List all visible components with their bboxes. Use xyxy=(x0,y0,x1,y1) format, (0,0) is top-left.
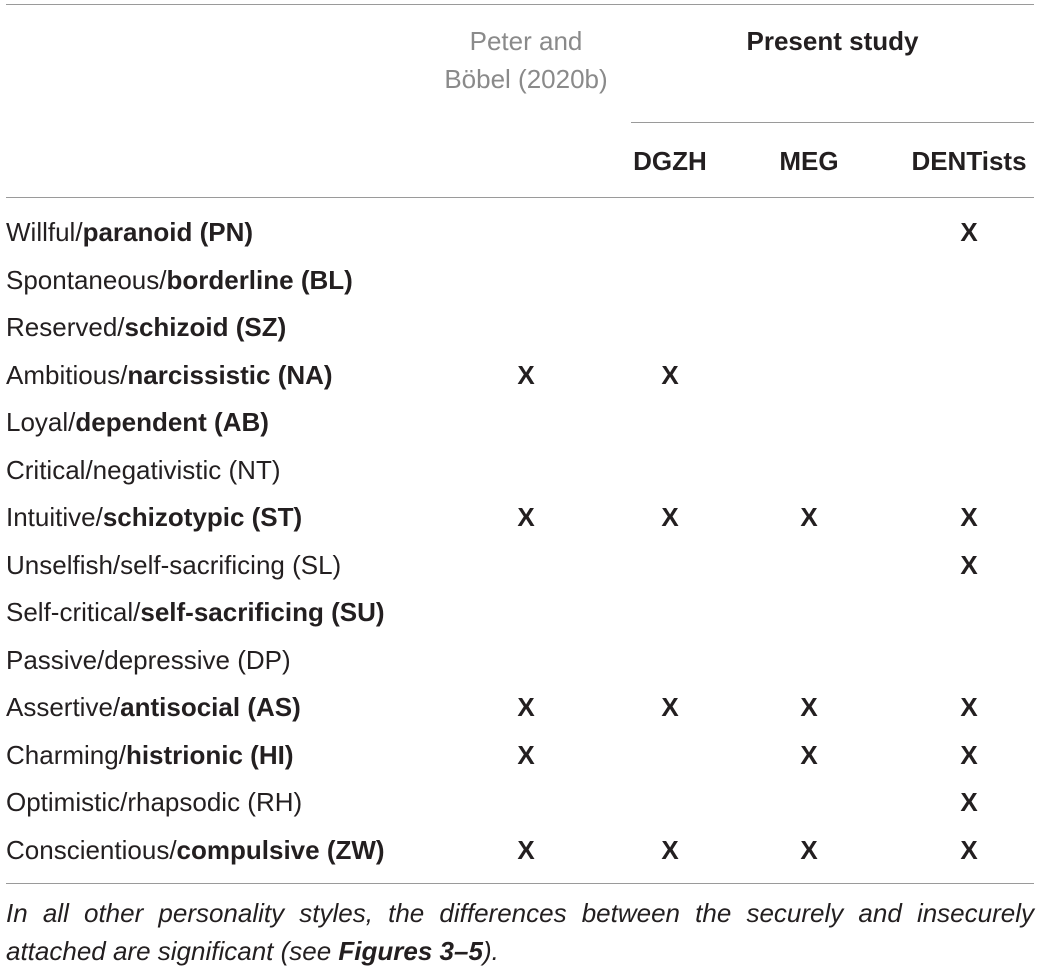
mark-dgzh xyxy=(640,447,700,493)
mark-dgzh xyxy=(640,304,700,350)
column-header-meg: MEG xyxy=(779,146,839,176)
mark-dentists: X xyxy=(960,834,978,865)
personality-style-label xyxy=(6,827,385,873)
style-name-plain: Critical/negativistic (NT) xyxy=(6,454,281,485)
table-row xyxy=(0,779,1041,825)
mark-meg: X xyxy=(800,502,818,532)
style-name-bold: self-sacrificing (SU) xyxy=(140,597,385,627)
table-row xyxy=(0,589,1041,635)
mark-dgzh: X xyxy=(661,834,679,865)
mark-dentists: X xyxy=(960,692,978,722)
mark-dentists: X xyxy=(960,502,978,532)
mark-reference xyxy=(496,209,556,255)
style-name-bold: antisocial (AS) xyxy=(120,692,301,722)
mark-dgzh: X xyxy=(661,359,679,390)
mark-meg xyxy=(779,304,839,350)
mark-reference xyxy=(496,542,556,588)
mark-dgzh xyxy=(640,209,700,255)
mark-reference: X xyxy=(517,739,535,770)
table-row xyxy=(0,827,1041,873)
style-name-plain: Optimistic/rhapsodic (RH) xyxy=(6,787,303,817)
table-row xyxy=(0,494,1041,540)
mark-dentists xyxy=(939,304,999,350)
style-name-bold: schizotypic (ST) xyxy=(102,502,303,532)
mark-dentists xyxy=(939,399,999,445)
personality-style-label xyxy=(6,494,302,540)
table-row xyxy=(0,637,1041,683)
style-name-plain: Unselfish/self-sacrificing (SL) xyxy=(6,549,342,580)
mark-reference xyxy=(496,304,556,350)
style-name-plain: Willful/ xyxy=(6,217,83,247)
reference-column-header xyxy=(426,22,626,98)
personality-style-label xyxy=(6,257,353,303)
mark-dgzh xyxy=(640,589,700,635)
reference-header-line2: Böbel (2020b) xyxy=(444,64,608,94)
mark-reference xyxy=(496,637,556,683)
mark-reference: X xyxy=(517,359,535,390)
header-bottom-rule xyxy=(6,197,1034,198)
table-row xyxy=(0,447,1041,493)
style-name-plain: Ambitious/ xyxy=(6,359,128,390)
table-top-rule xyxy=(6,4,1034,5)
mark-meg xyxy=(779,399,839,445)
mark-dentists: X xyxy=(960,217,978,247)
style-name-bold: histrionic (HI) xyxy=(125,739,294,770)
style-name-bold: paranoid (PN) xyxy=(82,217,254,247)
personality-style-label xyxy=(6,779,302,825)
personality-style-label xyxy=(6,637,291,683)
personality-style-label xyxy=(6,542,341,588)
mark-reference: X xyxy=(517,834,535,865)
mark-dgzh xyxy=(640,732,700,778)
style-name-plain: Self-critical/ xyxy=(6,597,141,627)
mark-reference xyxy=(496,257,556,303)
table-row xyxy=(0,732,1041,778)
column-header-dentists: DENTists xyxy=(911,146,1027,176)
mark-reference: X xyxy=(517,692,535,722)
mark-dentists xyxy=(939,257,999,303)
reference-header-line1: Peter and xyxy=(469,26,583,56)
mark-dgzh xyxy=(640,257,700,303)
mark-dgzh xyxy=(640,779,700,825)
mark-reference xyxy=(496,447,556,493)
mark-meg xyxy=(779,447,839,493)
mark-meg xyxy=(779,257,839,303)
mark-reference: X xyxy=(517,502,535,532)
mark-dgzh: X xyxy=(661,692,679,722)
mark-dentists xyxy=(939,589,999,635)
table-row xyxy=(0,399,1041,445)
footnote-text-end: ). xyxy=(482,936,499,966)
mark-dentists xyxy=(939,447,999,493)
style-name-bold: schizoid (SZ) xyxy=(124,312,287,342)
present-study-rule xyxy=(631,122,1034,123)
style-name-plain: Passive/depressive (DP) xyxy=(6,644,291,675)
style-name-plain: Loyal/ xyxy=(6,407,76,437)
style-name-plain: Intuitive/ xyxy=(6,502,103,532)
style-name-bold: borderline (BL) xyxy=(166,264,353,295)
personality-style-label xyxy=(6,304,286,350)
mark-dgzh xyxy=(640,637,700,683)
table-bottom-rule xyxy=(6,883,1034,884)
table-row xyxy=(0,542,1041,588)
mark-reference xyxy=(496,589,556,635)
style-name-bold: narcissistic (NA) xyxy=(127,359,333,390)
mark-meg: X xyxy=(800,739,818,770)
mark-dgzh xyxy=(640,399,700,445)
mark-meg xyxy=(779,779,839,825)
personality-style-label xyxy=(6,589,385,635)
table-row xyxy=(0,304,1041,350)
style-name-plain: Spontaneous/ xyxy=(6,264,167,295)
mark-dentists: X xyxy=(960,739,978,770)
style-name-plain: Reserved/ xyxy=(6,312,125,342)
mark-reference xyxy=(496,779,556,825)
footnote-text: In all other personality styles, the differences between the securely and insecurely attached are significant (see xyxy=(6,898,1034,966)
style-name-plain: Assertive/ xyxy=(6,692,121,722)
mark-dentists xyxy=(939,637,999,683)
column-header-dgzh: DGZH xyxy=(633,146,707,176)
personality-style-label xyxy=(6,684,301,730)
personality-style-label xyxy=(6,352,333,398)
mark-dentists: X xyxy=(960,549,978,580)
style-name-bold: compulsive (ZW) xyxy=(176,834,385,865)
style-name-plain: Conscientious/ xyxy=(6,834,177,865)
mark-meg xyxy=(779,589,839,635)
mark-dgzh: X xyxy=(661,502,679,532)
mark-dentists: X xyxy=(960,787,978,817)
present-study-header: Present study xyxy=(746,26,919,56)
personality-style-label xyxy=(6,447,281,493)
personality-style-label xyxy=(6,209,253,255)
table-footnote xyxy=(6,894,1034,970)
mark-meg xyxy=(779,637,839,683)
style-name-plain: Charming/ xyxy=(6,739,126,770)
mark-dentists xyxy=(939,352,999,398)
mark-reference xyxy=(496,399,556,445)
style-name-bold: dependent (AB) xyxy=(75,407,269,437)
mark-meg xyxy=(779,542,839,588)
mark-meg: X xyxy=(800,834,818,865)
mark-dgzh xyxy=(640,542,700,588)
table-row xyxy=(0,352,1041,398)
table-row xyxy=(0,209,1041,255)
figure-reference-link[interactable]: Figures 3–5 xyxy=(338,936,483,966)
table-row xyxy=(0,257,1041,303)
personality-style-label xyxy=(6,732,294,778)
table-row xyxy=(0,684,1041,730)
mark-meg: X xyxy=(800,692,818,722)
mark-meg xyxy=(779,352,839,398)
personality-style-label xyxy=(6,399,269,445)
mark-meg xyxy=(779,209,839,255)
